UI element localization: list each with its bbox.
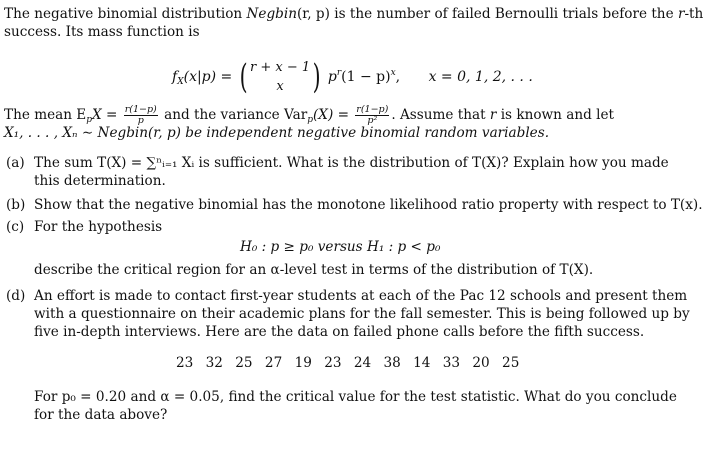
data-value: 38 bbox=[383, 355, 401, 371]
intro-text-2: (r, p) is the number of failed Bernoulli trials before the bbox=[296, 6, 678, 22]
intro-line-1 bbox=[4, 6, 703, 22]
assume-text: . Assume that bbox=[391, 107, 490, 123]
mean-lhs: X = bbox=[92, 107, 118, 123]
data-value: 27 bbox=[264, 355, 283, 371]
variance-fraction bbox=[355, 105, 389, 126]
moments-line-2: X₁, . . . , Xₙ ∼ Negbin(r, p) be independent negative binomial random variables. bbox=[4, 125, 550, 141]
data-value: 24 bbox=[353, 355, 372, 371]
data-value: 32 bbox=[205, 355, 223, 371]
data-value: 19 bbox=[294, 355, 312, 371]
part-d-line-1 bbox=[6, 288, 687, 304]
data-values bbox=[172, 355, 523, 371]
part-a-text: The sum T(X) = ∑ⁿᵢ₌₁ Xᵢ is sufficient. What is the distribution of T(X)? Explain how you made bbox=[34, 155, 669, 171]
pmf-lhs-sub: X bbox=[177, 77, 184, 87]
assume-text-2: is known and let bbox=[496, 107, 614, 123]
data-value: 14 bbox=[413, 355, 431, 371]
pmf-range: x = 0, 1, 2, . . . bbox=[428, 69, 533, 85]
part-d-label: (d) bbox=[6, 288, 26, 304]
mean-label: The mean E bbox=[4, 107, 87, 123]
part-c-label: (c) bbox=[6, 219, 25, 235]
mean-sub: p bbox=[86, 115, 92, 125]
part-d-text: An effort is made to contact first-year students at each of the Pac 12 schools and present them bbox=[34, 288, 688, 304]
pmf-comma: , bbox=[395, 69, 401, 85]
pmf-lhs-arg: (x|p) = bbox=[183, 69, 233, 85]
pmf-lhs: f bbox=[172, 69, 178, 85]
pmf-formula bbox=[172, 58, 533, 96]
binom-close: ) bbox=[312, 57, 321, 97]
part-d-line-5: for the data above? bbox=[34, 407, 168, 423]
part-a-label: (a) bbox=[6, 155, 25, 171]
intro-text: The negative binomial distribution bbox=[4, 6, 247, 22]
intro-text-3: -th bbox=[684, 6, 703, 22]
variance-lhs: (X) = bbox=[312, 107, 349, 123]
part-c-text: For the hypothesis bbox=[34, 219, 163, 235]
part-d-line-4: For p₀ = 0.20 and α = 0.05, find the critical value for the test statistic. What do you conclude bbox=[34, 389, 677, 405]
pmf-p: p bbox=[327, 69, 337, 85]
part-c-line-2: describe the critical region for an α-level test in terms of the distribution of T(X). bbox=[34, 262, 594, 278]
hypothesis: H₀ : p ≥ p₀ versus H₁ : p < p₀ bbox=[240, 239, 441, 255]
binom-stack bbox=[250, 58, 310, 96]
data-value: 25 bbox=[502, 355, 520, 371]
part-b-text: Show that the negative binomial has the monotone likelihood ratio property with respect to T(x). bbox=[34, 197, 703, 213]
part-c-line-1 bbox=[6, 219, 162, 235]
part-b-label: (b) bbox=[6, 197, 26, 213]
r-symbol-2: r bbox=[489, 107, 497, 123]
data-value: 23 bbox=[176, 355, 194, 371]
mean-num: r(1−p) bbox=[124, 104, 157, 115]
part-a-line-1 bbox=[6, 155, 669, 171]
variance-label: and the variance Var bbox=[164, 107, 308, 123]
data-value: 20 bbox=[472, 355, 490, 371]
data-value: 23 bbox=[324, 355, 342, 371]
r-symbol: r bbox=[677, 6, 685, 22]
data-value: 33 bbox=[442, 355, 461, 371]
variance-den: p² bbox=[367, 115, 378, 126]
variance-sub: p bbox=[307, 115, 313, 125]
part-d-line-2: with a questionnaire on their academic plans for the fall semester. This is being followed up by bbox=[34, 306, 690, 322]
pmf-q: (1 − p) bbox=[341, 69, 391, 85]
intro-line-2: success. Its mass function is bbox=[4, 24, 200, 40]
variance-num: r(1−p) bbox=[356, 104, 389, 115]
part-a-line-2: this determination. bbox=[34, 173, 166, 189]
part-d-line-3: five in-depth interviews. Here are the data on failed phone calls before the fifth success. bbox=[34, 324, 645, 340]
mean-fraction bbox=[124, 105, 158, 126]
negbin-symbol: Negbin bbox=[246, 6, 297, 22]
pmf-p-sup: r bbox=[336, 68, 342, 78]
pmf-q-sup: x bbox=[390, 68, 396, 78]
binom-top: r + x − 1 bbox=[250, 60, 311, 75]
binom-bottom: x bbox=[276, 79, 284, 94]
part-b-line-1 bbox=[6, 197, 703, 213]
data-value: 25 bbox=[235, 355, 253, 371]
binom-open: ( bbox=[239, 57, 248, 97]
mean-den: p bbox=[137, 115, 144, 126]
